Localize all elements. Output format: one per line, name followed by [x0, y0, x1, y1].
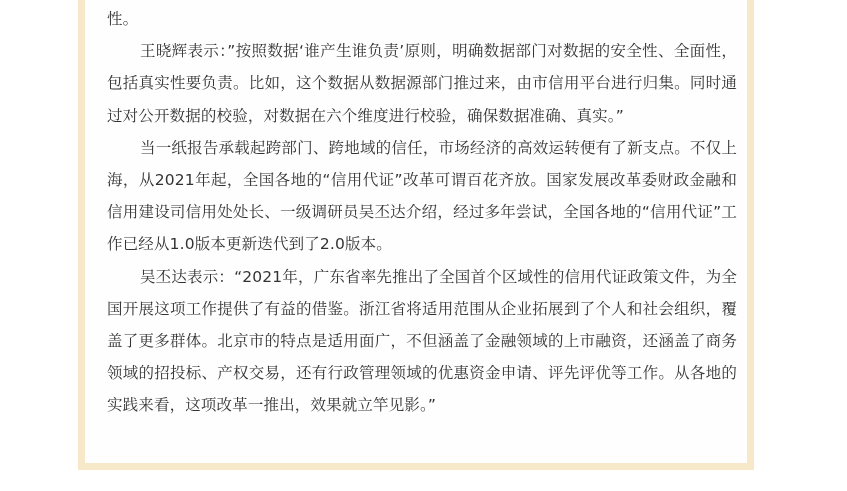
paragraph-wu-pida-quote: 吴丕达表示：“2021年，广东省率先推出了全国首个区域性的信用代证政策文件，为全国开展这项工作提供了有益的借鉴。浙江省将适用范围从企业拓展到了个人和社会组织，覆盖了更多群体。北京市的特点是适用面广，不但涵盖了金融领域的上市融资，还涵盖了商务领域的招投标、产权交易，还有行政管理领域的优惠资金申请、评先评优等工作。从各地的实践来看，这项改革一推出，效果就立竿见影。”	[107, 267, 737, 415]
paragraph-credit-certificate-reform: 当一纸报告承载起跨部门、跨地域的信任，市场经济的高效运转便有了新支点。不仅上海，从2021年起，全国各地的“信用代证”改革可谓百花齐放。国家发展改革委财政金融和信用建设司信用处处长、一级调研员吴丕达介绍，经过多年尝试，全国各地的“信用代证”工作已经从1.0版本更新迭代到了2.0版本。	[107, 138, 737, 254]
article-body	[107, 3, 737, 422]
paragraph-wang-xiaohui-quote: 王晓辉表示：”按照数据‘谁产生谁负责’原则，明确数据部门对数据的安全性、全面性，包括真实性要负责。比如，这个数据从数据源部门推过来，由市信用平台进行归集。同时通过对公开数据的校验，对数据在六个维度进行校验，确保数据准确、真实。”	[107, 42, 737, 125]
paragraph-continuation: 性。	[107, 10, 139, 28]
article-frame	[78, 0, 754, 470]
